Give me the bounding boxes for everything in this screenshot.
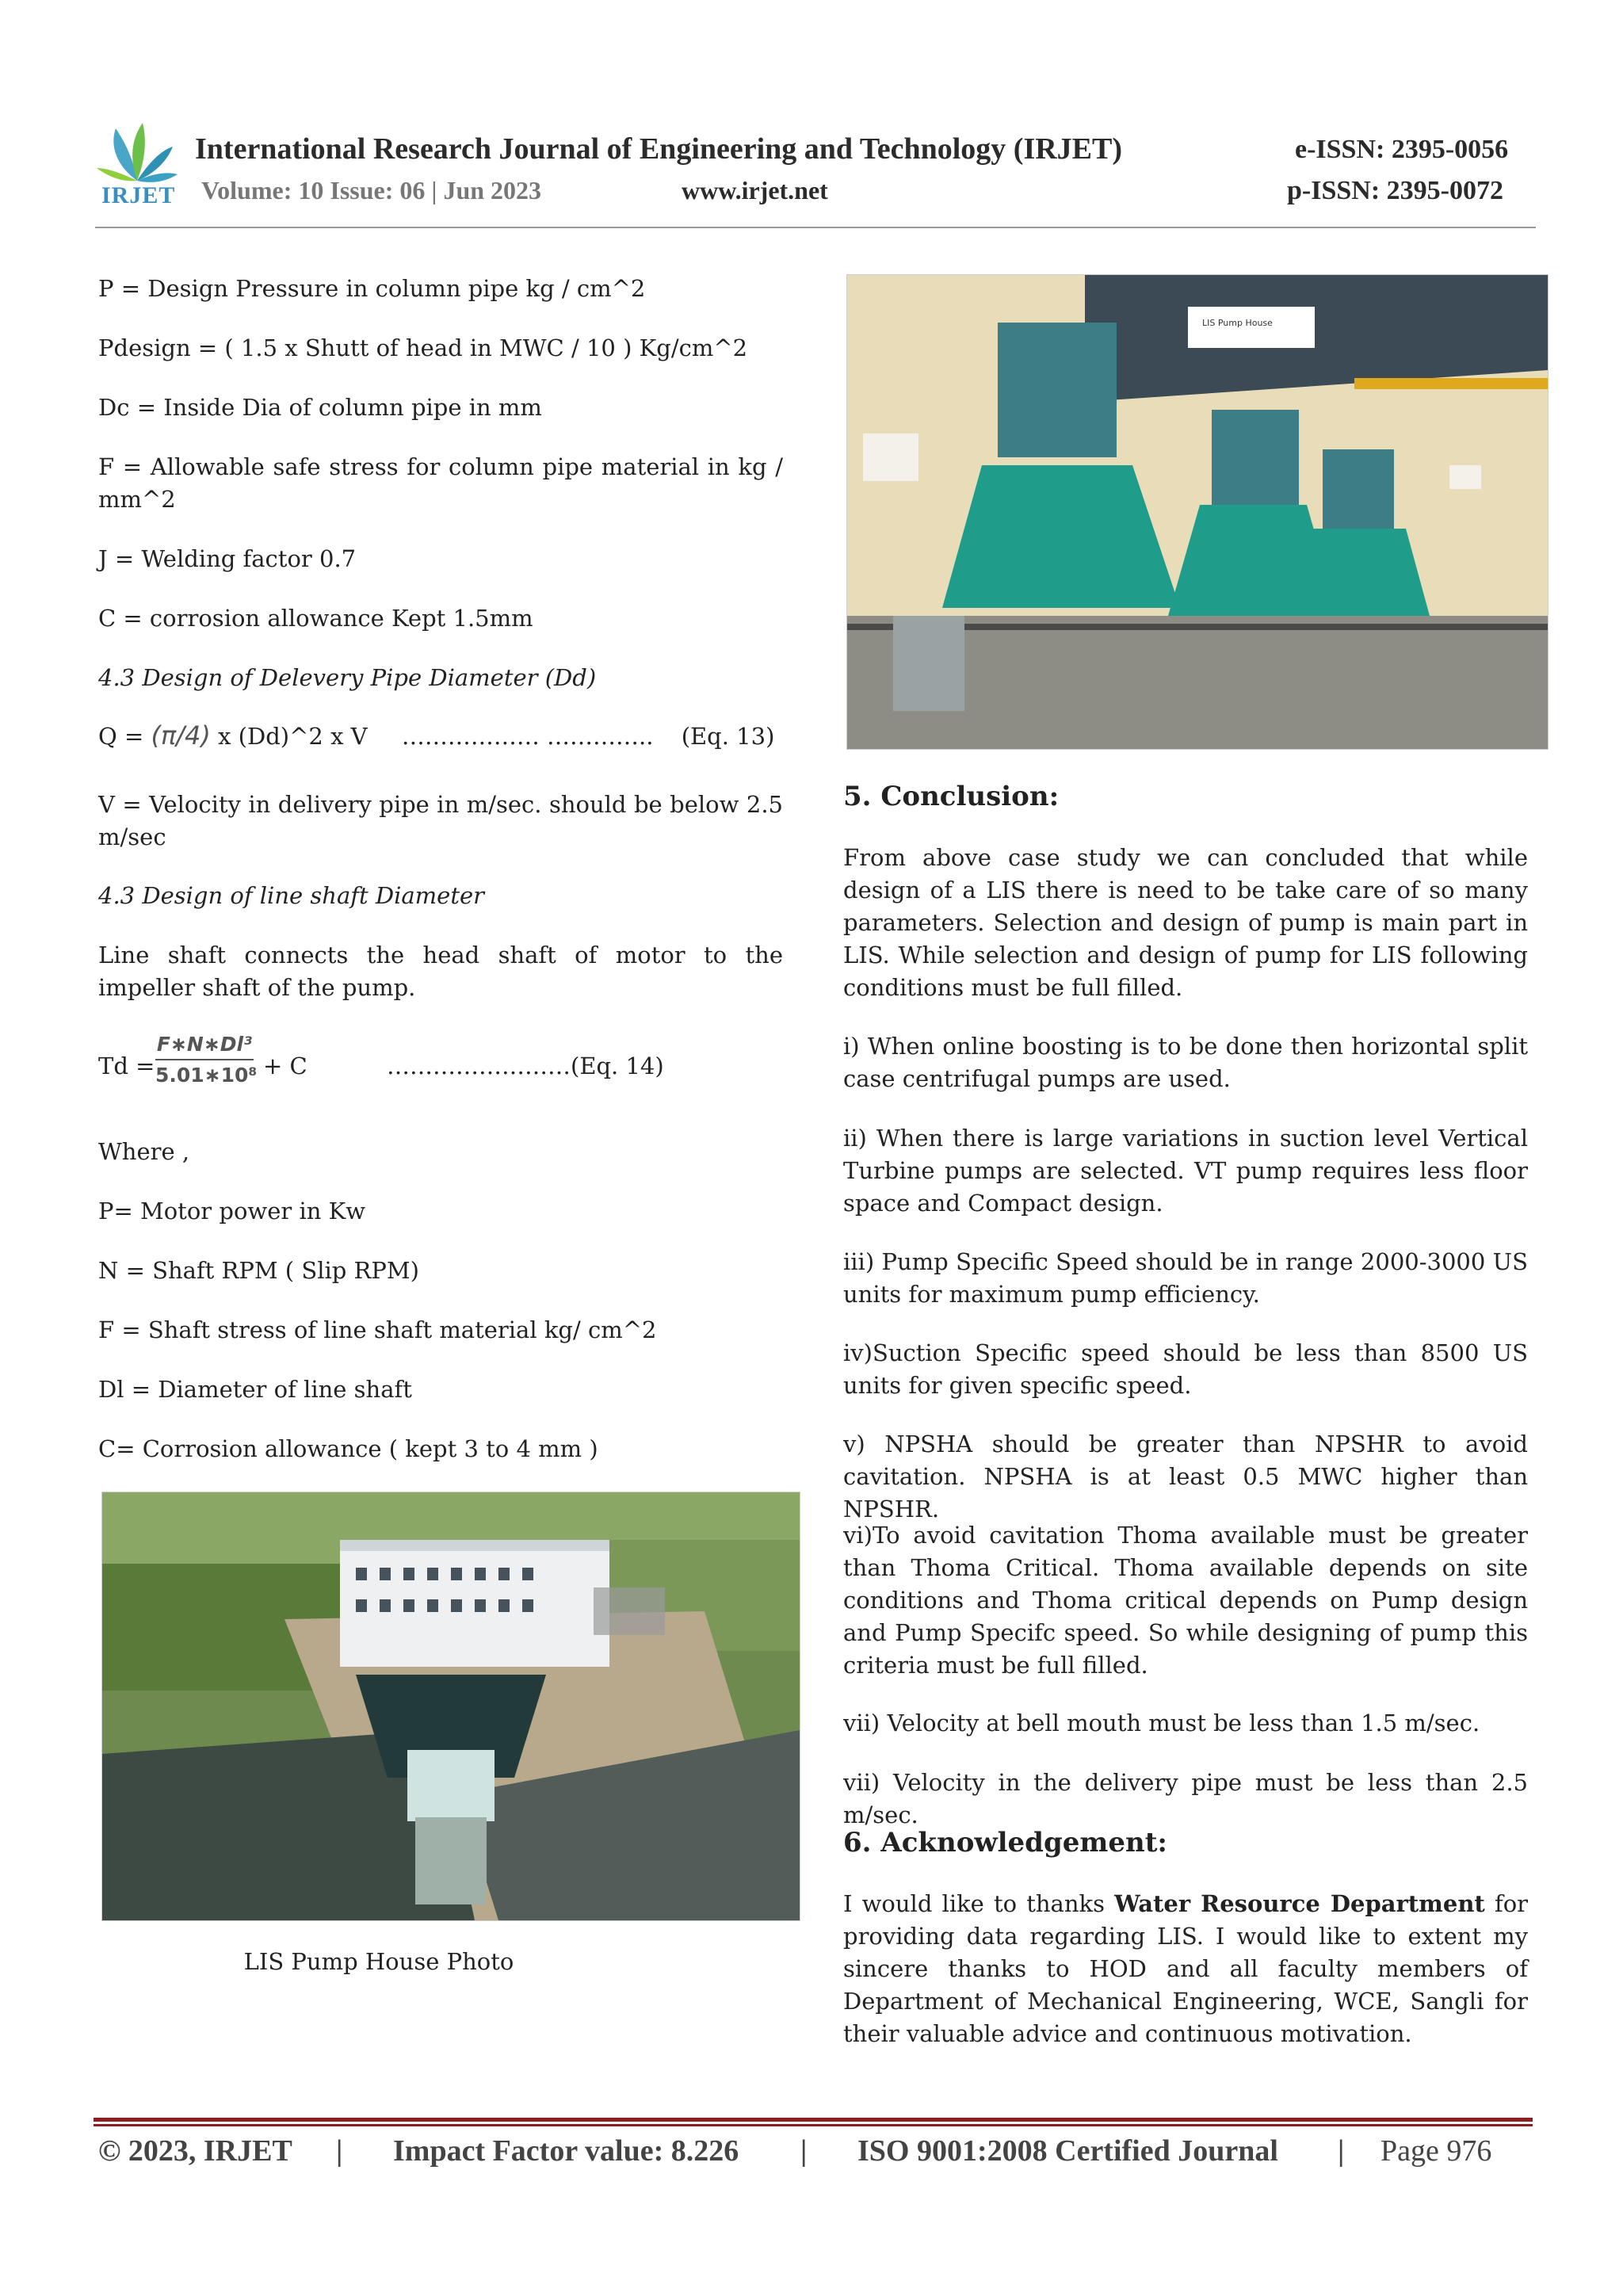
subheading-line-shaft: 4.3 Design of line shaft Diameter [98, 882, 484, 909]
eq13-dots: ……………… ………….. [401, 723, 654, 750]
footer-page-number: Page 976 [1381, 2134, 1492, 2168]
eq13-fraction: (π/4) [151, 720, 211, 751]
conclusion-item-5: v) NPSHA should be greater than NPSHR to avoid cavitation. NPSHA is at least 0.5 MWC higher than NPSHR. [843, 1431, 1528, 1522]
def-c: C = corrosion allowance Kept 1.5mm [98, 605, 533, 632]
conclusion-item-1: i) When online boosting is to be done then horizontal split case centrifugal pumps are used. [843, 1033, 1528, 1092]
pump-house-interior-photo [846, 274, 1549, 750]
conclusion-intro: From above case study we can concluded that while design of a LIS there is need to be take care of so many parameters. Selection and design of pump is main part in LIS. While selection and design of pump for LIS following conditions must be full filled. [843, 844, 1528, 1001]
footer-separator: | [1338, 2134, 1345, 2168]
def-pdesign: Pdesign = ( 1.5 x Shutt of head in MWC / 10 ) Kg/cm^2 [98, 334, 748, 361]
var-dl: Dl = Diameter of line shaft [98, 1376, 412, 1403]
footer-impact-factor: Impact Factor value: 8.226 [393, 2134, 739, 2168]
ack-start: I would like to thanks [843, 1890, 1105, 1917]
acknowledgement-text [843, 1888, 1528, 2050]
eq13-body: x (Dd)^2 x V [218, 723, 368, 750]
def-v: V = Velocity in delivery pipe in m/sec. should be below 2.5 m/sec [98, 791, 783, 850]
line-shaft-description: Line shaft connects the head shaft of motor to the impeller shaft of the pump. [98, 942, 783, 1001]
eq14-suffix: + C [263, 1052, 307, 1079]
section-5-heading: 5. Conclusion: [843, 781, 1060, 812]
conclusion-item-6: vi)To avoid cavitation Thoma available must be greater than Thoma Critical. Thoma available depends on site conditions and Thoma critical depends on Pump design and Pump Specifc speed. So while designing of pump this criteria must be full filled. [843, 1522, 1528, 1679]
eq14-prefix: Td = [98, 1052, 155, 1079]
eq14-fraction [155, 1030, 258, 1091]
var-f: F = Shaft stress of line shaft material kg/ cm^2 [98, 1316, 657, 1343]
pump-house-aerial-photo [101, 1492, 800, 1921]
eq14-label: ……………………(Eq. 14) [387, 1052, 664, 1079]
var-n: N = Shaft RPM ( Slip RPM) [98, 1257, 419, 1284]
logo-text: IRJET [101, 182, 176, 208]
ack-rest: for providing data regarding LIS. I would like to extent my sincere thanks to HOD and all faculty members of Department of Mechanical Engineering, WCE, Sangli for their valuable advice and continuous motivation. [843, 1890, 1529, 2047]
e-issn: e-ISSN: 2395-0056 [1295, 135, 1509, 164]
conclusion-item-3: iii) Pump Specific Speed should be in range 2000-3000 US units for maximum pump efficiency. [843, 1248, 1528, 1308]
p-issn: p-ISSN: 2395-0072 [1287, 176, 1503, 205]
photo-caption: LIS Pump House Photo [243, 1948, 514, 1975]
conclusion-item-7: vii) Velocity at bell mouth must be less than 1.5 m/sec. [843, 1710, 1480, 1736]
def-dc: Dc = Inside Dia of column pipe in mm [98, 394, 542, 421]
footer-copyright: © 2023, IRJET [98, 2134, 292, 2168]
footer-divider-bottom [94, 2124, 1533, 2126]
equation-13 [98, 720, 783, 753]
eq13-prefix: Q = [98, 723, 144, 750]
var-c: C= Corrosion allowance ( kept 3 to 4 mm ) [98, 1435, 598, 1462]
volume-issue: Volume: 10 Issue: 06 | Jun 2023 [201, 176, 542, 204]
pump-house-sign: LIS Pump House [1202, 318, 1273, 328]
interior-photo-illustration [847, 275, 1548, 749]
irjet-logo [94, 119, 181, 210]
conclusion-item-4: iv)Suction Specific speed should be less than 8500 US units for given specific speed. [843, 1339, 1528, 1399]
subheading-delivery-pipe: 4.3 Design of Delevery Pipe Diameter (Dd) [98, 664, 597, 691]
header-divider [95, 227, 1536, 228]
website-link[interactable]: www.irjet.net [682, 176, 828, 204]
equation-14 [98, 1030, 783, 1102]
section-6-heading: 6. Acknowledgement: [843, 1827, 1167, 1859]
journal-title: International Research Journal of Engineering and Technology (IRJET) [195, 132, 1123, 166]
where-label: Where , [98, 1138, 190, 1165]
def-f: F = Allowable safe stress for column pipe material in kg / mm^2 [98, 453, 783, 513]
def-j: J = Welding factor 0.7 [98, 545, 357, 572]
var-p: P= Motor power in Kw [98, 1198, 366, 1224]
footer-separator: | [336, 2134, 343, 2168]
conclusion-item-8: vii) Velocity in the delivery pipe must be less than 2.5 m/sec. [843, 1769, 1528, 1828]
eq13-label: (Eq. 13) [681, 723, 775, 750]
def-p: P = Design Pressure in column pipe kg / cm^2 [98, 275, 646, 302]
footer-separator: | [800, 2134, 808, 2168]
eq14-numerator: F∗N∗Dl³ [156, 1033, 253, 1056]
conclusion-item-2: ii) When there is large variations in suction level Vertical Turbine pumps are selected. VT pump requires less floor space and Compact design. [843, 1125, 1528, 1217]
eq14-denominator: 5.01∗10⁸ [155, 1064, 258, 1087]
aerial-photo-illustration [102, 1492, 800, 1920]
footer-iso: ISO 9001:2008 Certified Journal [857, 2134, 1278, 2168]
footer-divider-top [94, 2118, 1533, 2122]
ack-department: Water Resource Department [1114, 1890, 1485, 1917]
